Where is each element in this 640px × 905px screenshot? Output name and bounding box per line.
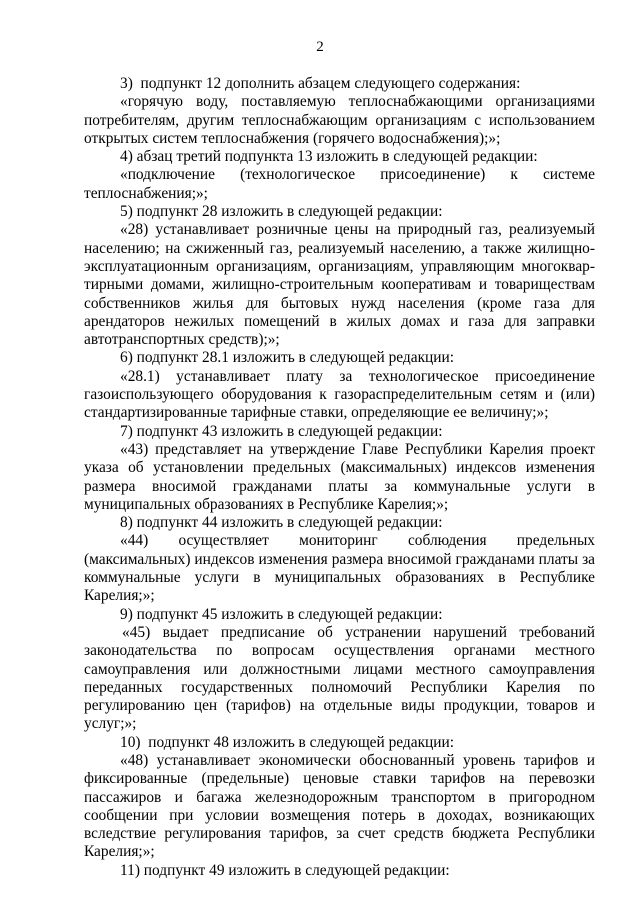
paragraph-amend-item-9: 9) подпункт 45 изложить в следующей редакции: [120,605,443,623]
document-body [84,75,595,880]
paragraph-amend-item-10: 10) подпункт 48 изложить в следующей редакции: [120,733,455,751]
paragraph-connection-text: «подключение (технологическое присоединение) к системе теплоснабжения;»; [84,166,595,202]
paragraph-subitem-28-1-text: «28.1) устанавливает плату за технологическое присоединение газоиспользующего оборудования к газораспределительным сетям и (или) стандартизированные тарифные ставки, определяющие ее величину;»; [84,367,595,422]
paragraph-amend-item-6: 6) подпункт 28.1 изложить в следующей редакции: [120,349,455,367]
page-number: 2 [316,39,324,55]
paragraph-subitem-48-text: «48) устанавливает экономически обоснованный уровень тарифов и фиксированные (предельные) ценовые ставки тарифов на перевозки пассажиров и багажа железнодорожным транспортом в пригородном сообщении при условии возмещения потерь в доходах, возникающих вследствие регулирования тарифов, за счет средств бюджета Республики Карелия;»; [84,751,595,861]
paragraph-hot-water-text: «горячую воду, поставляемую теплоснабжающими организациями потребителям, другим теплоснабжающим организациям с использованием открытых систем теплоснабжения (горячего водоснабжения);»; [84,93,595,147]
paragraph-amend-item-7: 7) подпункт 43 изложить в следующей редакции: [120,422,443,440]
paragraph-subitem-28-text: «28) устанавливает розничные цены на природный газ, реализуемый населению; на сжиженный газ, реализуемый населению, а также жилищно-эксплуатационным организациям, организациям, управляющим многоквартирными домами, жилищно-строительным кооперативам и товариществам собственников жилья для бытовых нужд населения (кроме газа для арендаторов нежилых помещений в жилых домах и газа для заправки автотранспортных средств);»; [84,221,595,349]
paragraph-subitem-44-text: «44) осуществляет мониторинг соблюдения предельных (максимальных) индексов изменения размера вносимой гражданами платы за коммунальные услуги в муниципальных образованиях в Республике Карелия;»; [84,532,595,605]
paragraph-amend-item-11: 11) подпункт 49 изложить в следующей редакции: [120,861,450,879]
paragraph-subitem-45-text: «45) выдает предписание об устранении нарушений требований законодательства по вопросам осуществления органами местного самоуправления или должностными лицами местного самоуправления переданных государственных полномочий Республики Карелия по регулированию цен (тарифов) на отдельные виды продукции, товаров и услуг;»; [84,623,595,733]
paragraph-amend-item-5: 5) подпункт 28 изложить в следующей редакции: [120,203,443,221]
paragraph-amend-item-4: 4) абзац третий подпункта 13 изложить в следующей редакции: [120,148,538,166]
paragraph-amend-item-8: 8) подпункт 44 изложить в следующей редакции: [120,514,443,532]
paragraph-amend-item-3: 3) подпункт 12 дополнить абзацем следующего содержания: [120,75,521,92]
paragraph-subitem-43-text: «43) представляет на утверждение Главе Республики Карелия проект указа об установлении предельных (максимальных) индексов изменения размера вносимой гражданами платы за коммунальные услуги в муниципальных образованиях в Республике Карелия;»; [84,440,595,513]
